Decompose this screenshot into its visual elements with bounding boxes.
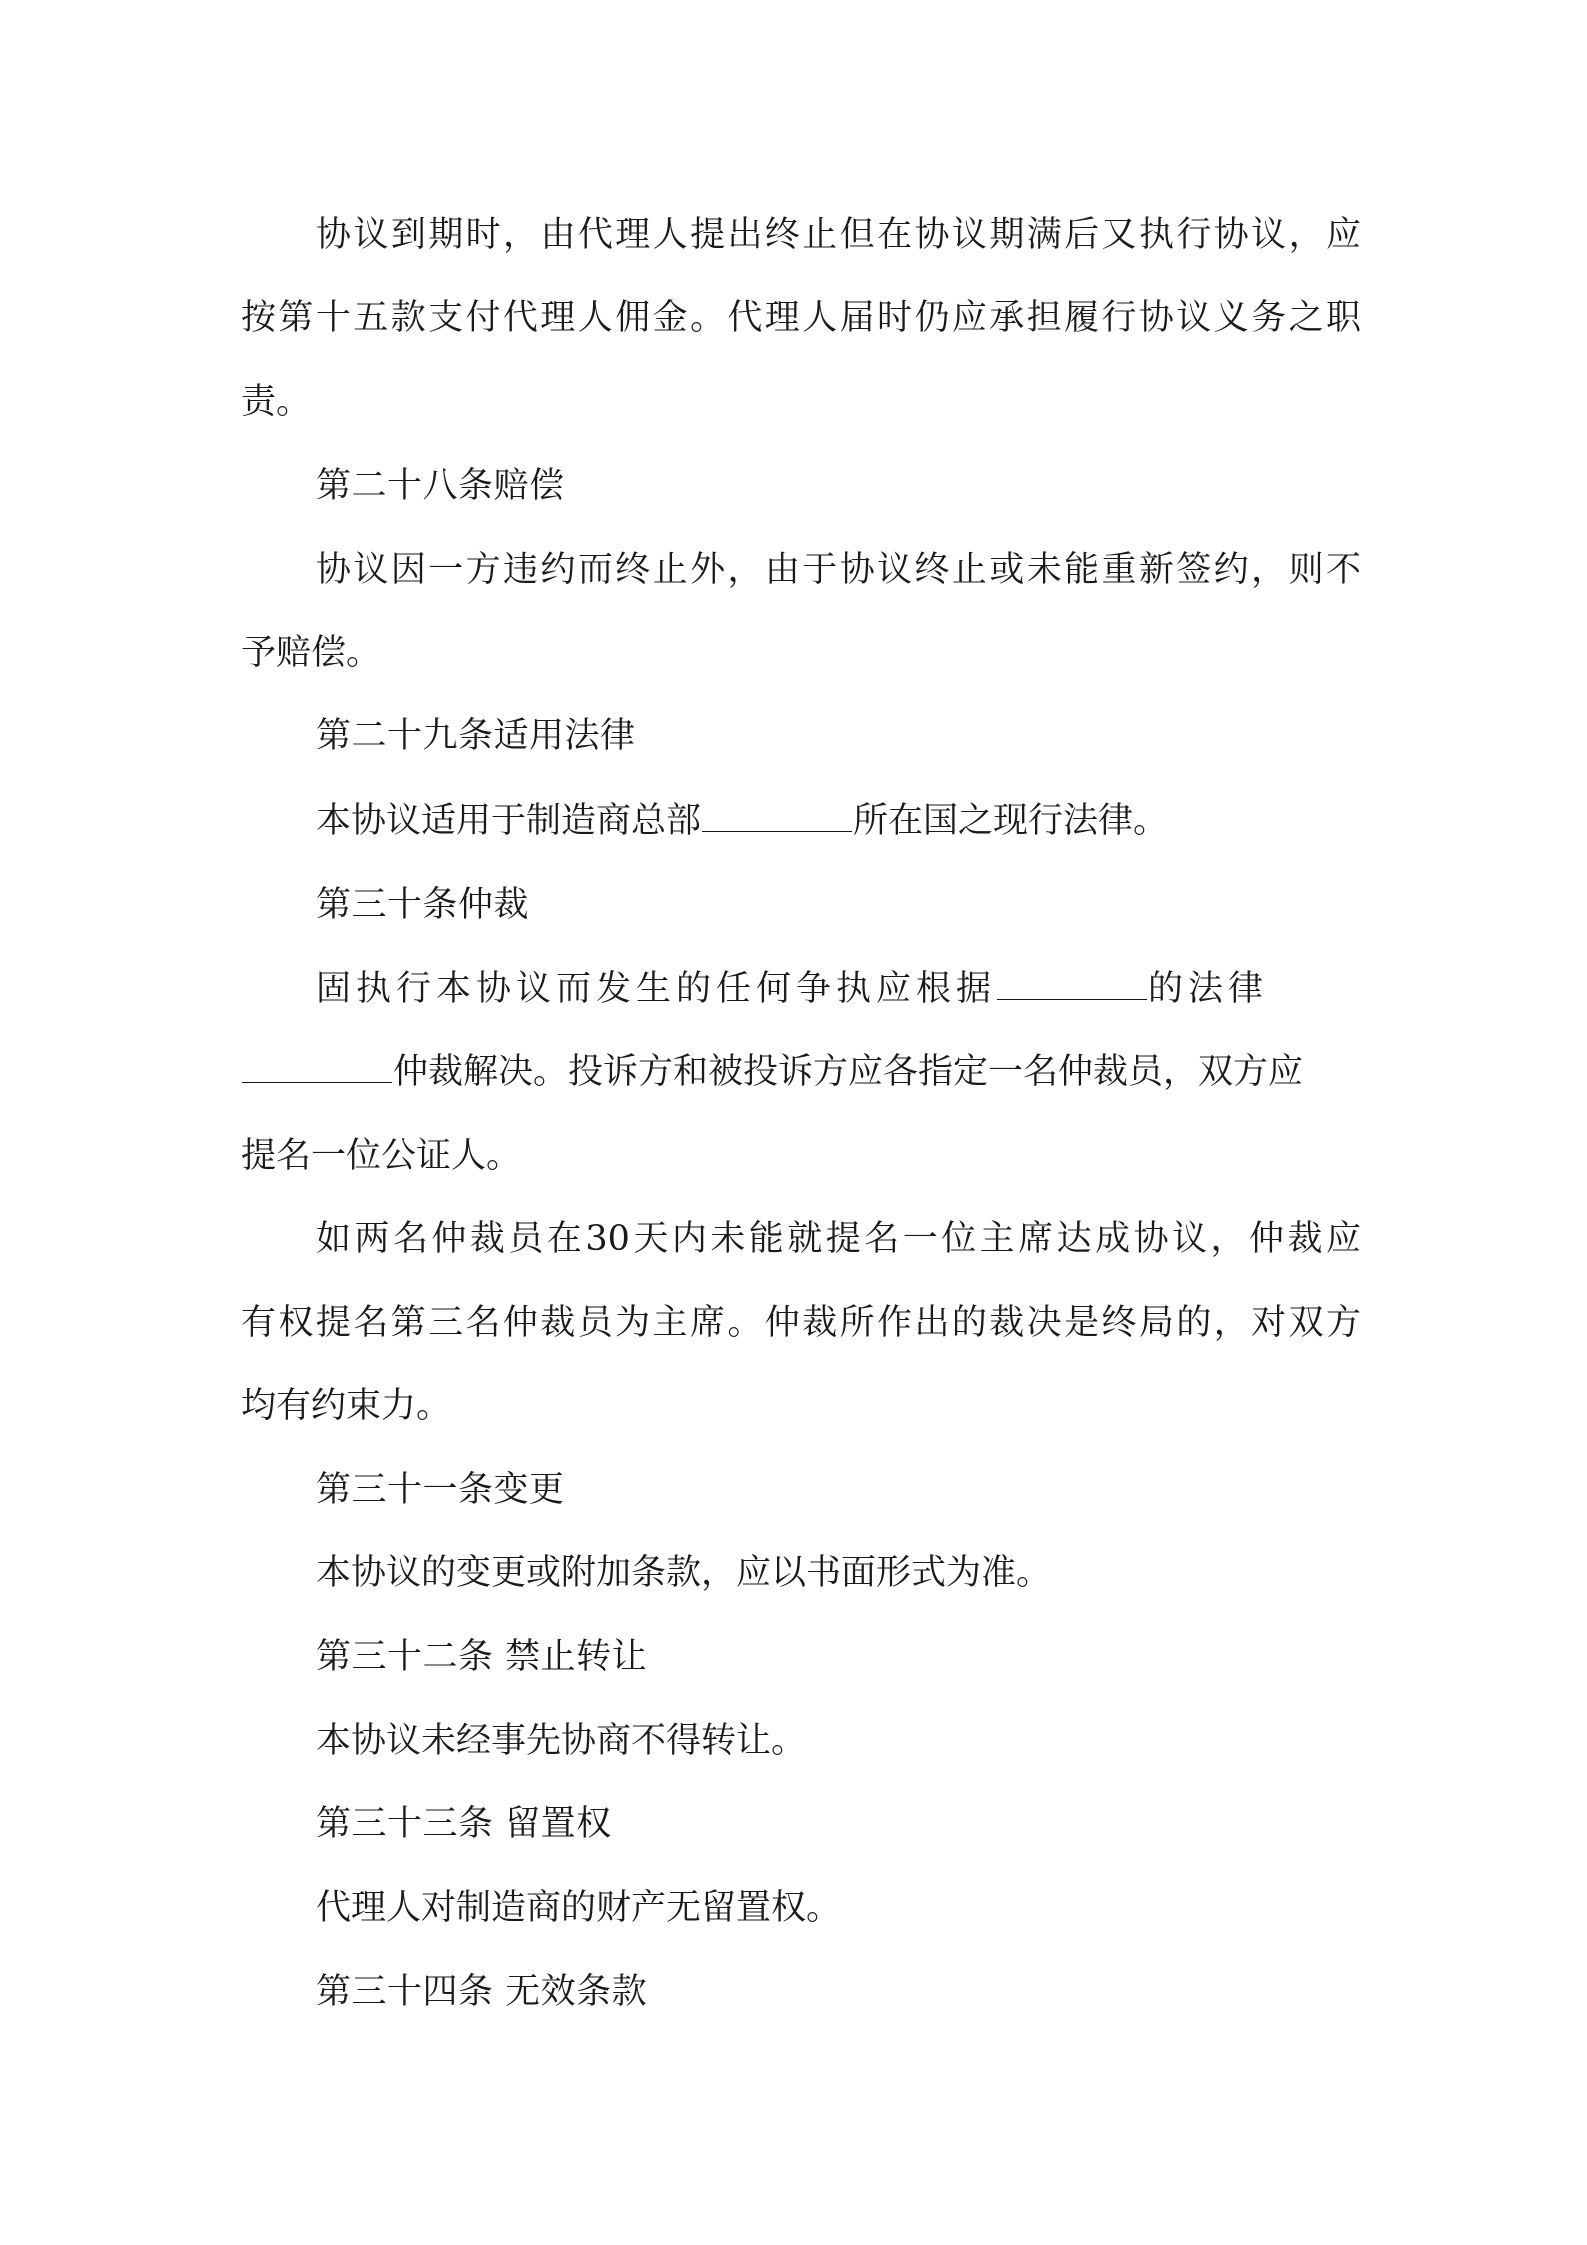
article-29-heading: 第二十九条适用法律	[316, 716, 636, 756]
paragraph-line: 协议因一方违约而终止外，由于协议终止或未能重新签约，则不	[316, 550, 1361, 590]
article-32-heading: 第三十二条 禁止转让	[316, 1637, 648, 1677]
blank-field	[242, 1052, 392, 1083]
paragraph-line: 代理人对制造商的财产无留置权。	[316, 1888, 842, 1928]
paragraph-line: 均有约束力。	[241, 1386, 452, 1426]
paragraph-line: 按第十五款支付代理人佣金。代理人届时仍应承担履行协议义务之职	[241, 298, 1361, 338]
paragraph-line: 本协议未经事先协商不得转让。	[316, 1721, 807, 1761]
text-segment: 本协议适用于制造商总部	[316, 801, 702, 841]
paragraph-line: 本协议的变更或附加条款，应以书面形式为准。	[316, 1553, 1052, 1593]
article-34-heading: 第三十四条 无效条款	[316, 1972, 648, 2012]
text-segment: 的法律	[1148, 969, 1269, 1009]
article-30-heading: 第三十条仲裁	[316, 885, 530, 925]
article-30-line2	[241, 1052, 1361, 1092]
text-segment: 固执行本协议而发生的任何争执应根据	[316, 969, 997, 1009]
article-30-line1	[316, 969, 1361, 1009]
blank-field	[997, 969, 1147, 1000]
paragraph-line: 予赔偿。	[241, 633, 382, 673]
paragraph-line: 如两名仲裁员在30天内未能就提名一位主席达成协议，仲裁应	[316, 1219, 1361, 1259]
text-segment: 所在国之现行法律。	[853, 801, 1169, 841]
article-33-heading: 第三十三条 留置权	[316, 1804, 612, 1844]
paragraph-line: 责。	[241, 382, 312, 422]
text-segment: 仲裁解决。投诉方和被投诉方应各指定一名仲裁员，双方应	[393, 1052, 1304, 1092]
paragraph-line: 有权提名第三名仲裁员为主席。仲裁所作出的裁决是终局的，对双方	[241, 1303, 1361, 1343]
blank-field	[702, 801, 852, 832]
article-31-heading: 第三十一条变更	[316, 1470, 565, 1510]
paragraph-line: 协议到期时，由代理人提出终止但在协议期满后又执行协议，应	[316, 215, 1361, 255]
paragraph-line: 提名一位公证人。	[241, 1136, 522, 1176]
article-28-heading: 第二十八条赔偿	[316, 466, 565, 506]
article-29-text	[316, 801, 1361, 841]
